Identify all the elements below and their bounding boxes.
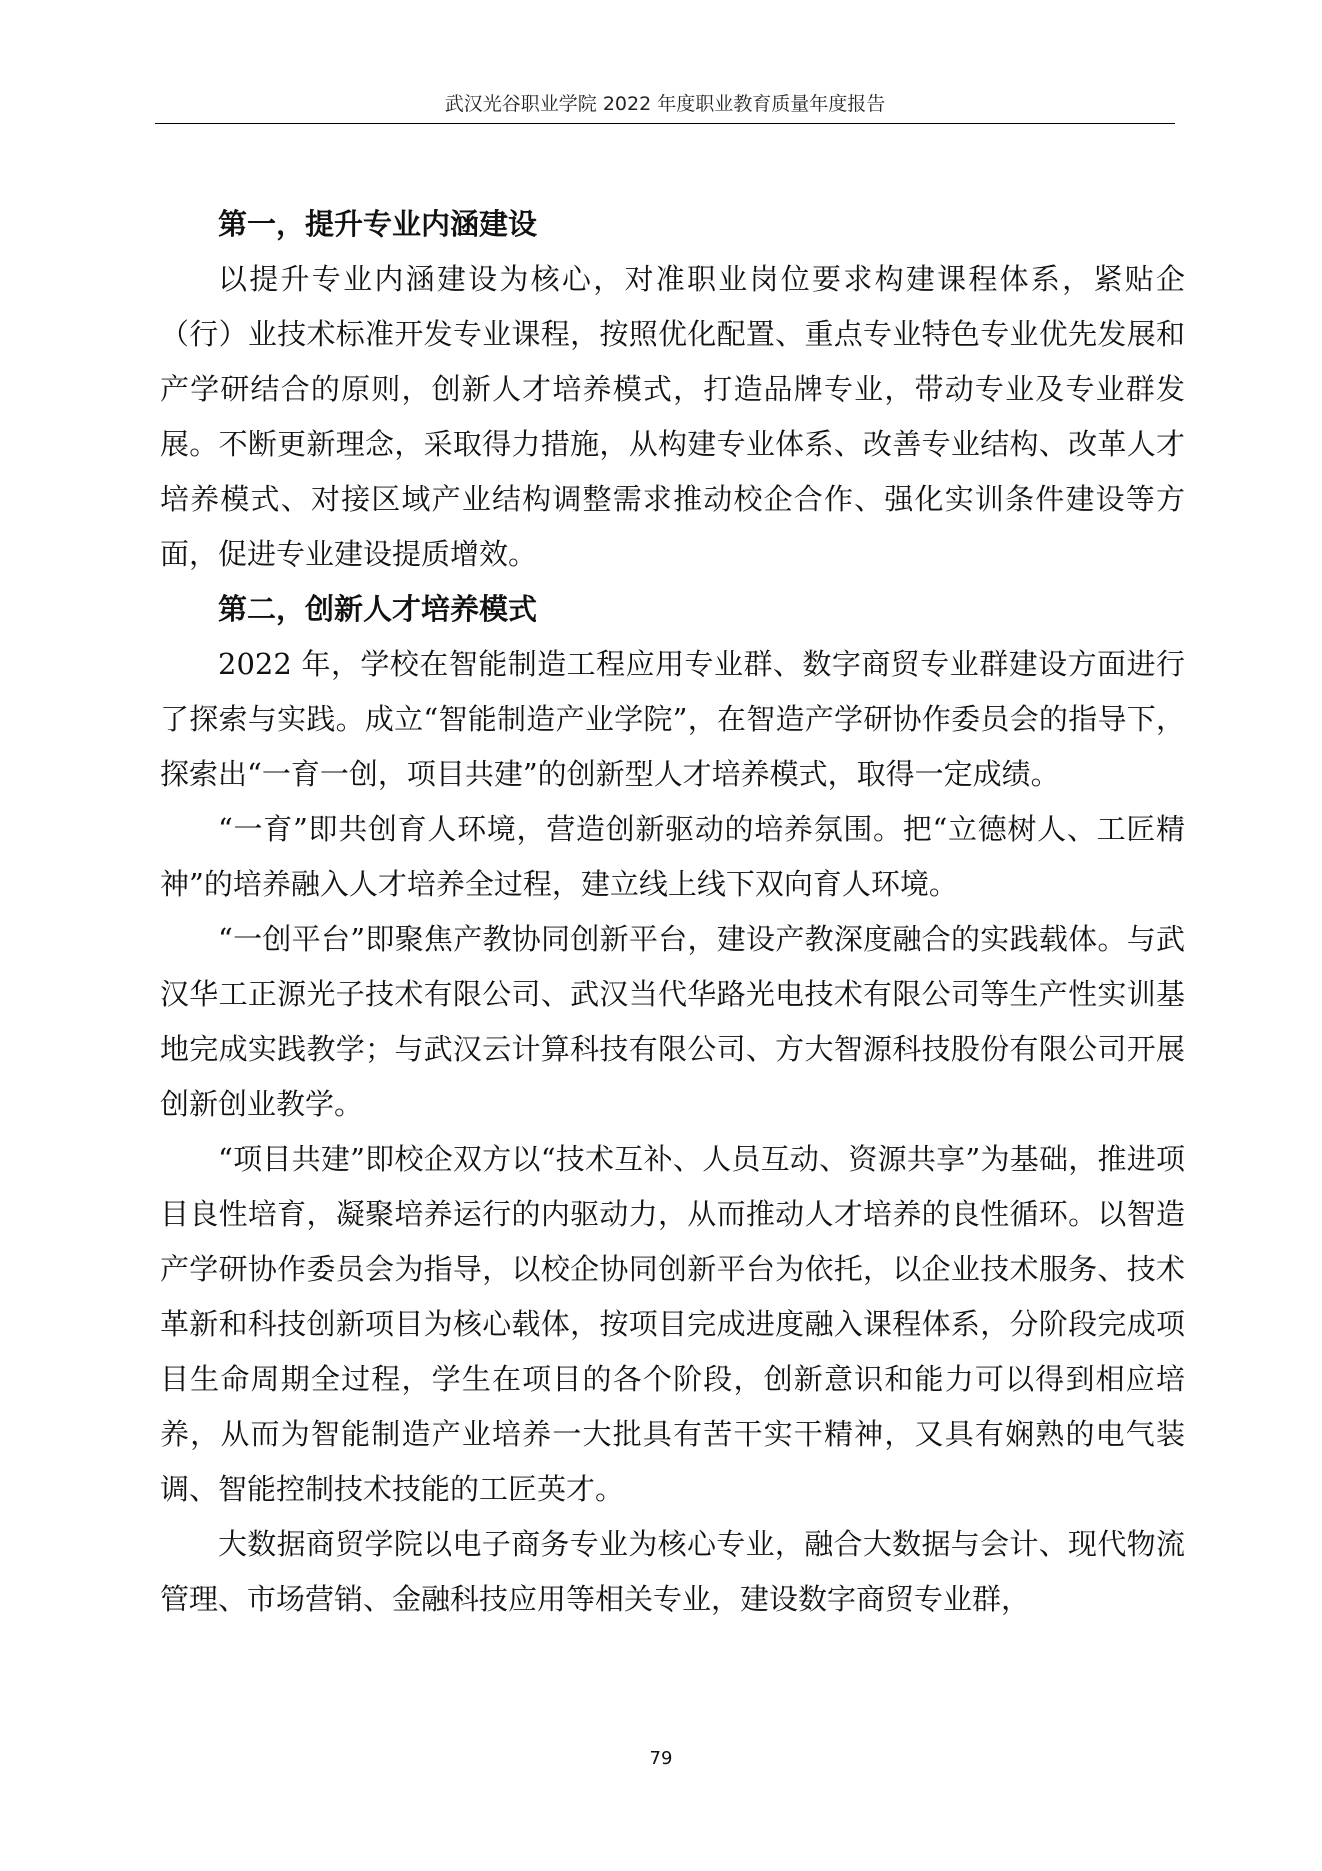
paragraph: “一育”即共创育人环境，营造创新驱动的培养氛围。把“立德树人、工匠精神”的培养融入人才培养全过程，建立线上线下双向育人环境。 xyxy=(160,812,1185,901)
page-header-title: 武汉光谷职业学院 2022 年度职业教育质量年度报告 xyxy=(444,93,886,115)
page-number: 79 xyxy=(649,1748,673,1769)
paragraph: “一创平台”即聚焦产教协同创新平台，建设产教深度融合的实践载体。与武汉华工正源光子技术有限公司、武汉当代华路光电技术有限公司等生产性实训基地完成实践教学；与武汉云计算科技有限公司、方大智源科技股份有限公司开展创新创业教学。 xyxy=(160,922,1185,1121)
paragraph: “项目共建”即校企双方以“技术互补、人员互动、资源共享”为基础，推进项目良性培育，凝聚培养运行的内驱动力，从而推动人才培养的良性循环。以智造产学研协作委员会为指导，以校企协同创新平台为依托，以企业技术服务、技术革新和科技创新项目为核心载体，按项目完成进度融入课程体系，分阶段完成项目生命周期全过程，学生在项目的各个阶段，创新意识和能力可以得到相应培养，从而为智能制造产业培养一大批具有苦干实干精神，又具有娴熟的电气装调、智能控制技术技能的工匠英才。 xyxy=(160,1142,1185,1506)
section-heading-1: 第一，提升专业内涵建设 xyxy=(218,207,538,241)
section-heading-2: 第二，创新人才培养模式 xyxy=(218,592,538,626)
paragraph: 2022 年，学校在智能制造工程应用专业群、数字商贸专业群建设方面进行了探索与实践。成立“智能制造产业学院”，在智造产学研协作委员会的指导下，探索出“一育一创，项目共建”的创新型人才培养模式，取得一定成绩。 xyxy=(160,647,1185,791)
header-divider xyxy=(155,123,1175,124)
paragraph: 大数据商贸学院以电子商务专业为核心专业，融合大数据与会计、现代物流管理、市场营销、金融科技应用等相关专业，建设数字商贸专业群， xyxy=(160,1527,1185,1616)
paragraph: 以提升专业内涵建设为核心，对准职业岗位要求构建课程体系，紧贴企（行）业技术标准开发专业课程，按照优化配置、重点专业特色专业优先发展和产学研结合的原则，创新人才培养模式，打造品牌专业，带动专业及专业群发展。不断更新理念，采取得力措施，从构建专业体系、改善专业结构、改革人才培养模式、对接区域产业结构调整需求推动校企合作、强化实训条件建设等方面，促进专业建设提质增效。 xyxy=(160,262,1185,571)
page-body xyxy=(160,197,1185,1627)
